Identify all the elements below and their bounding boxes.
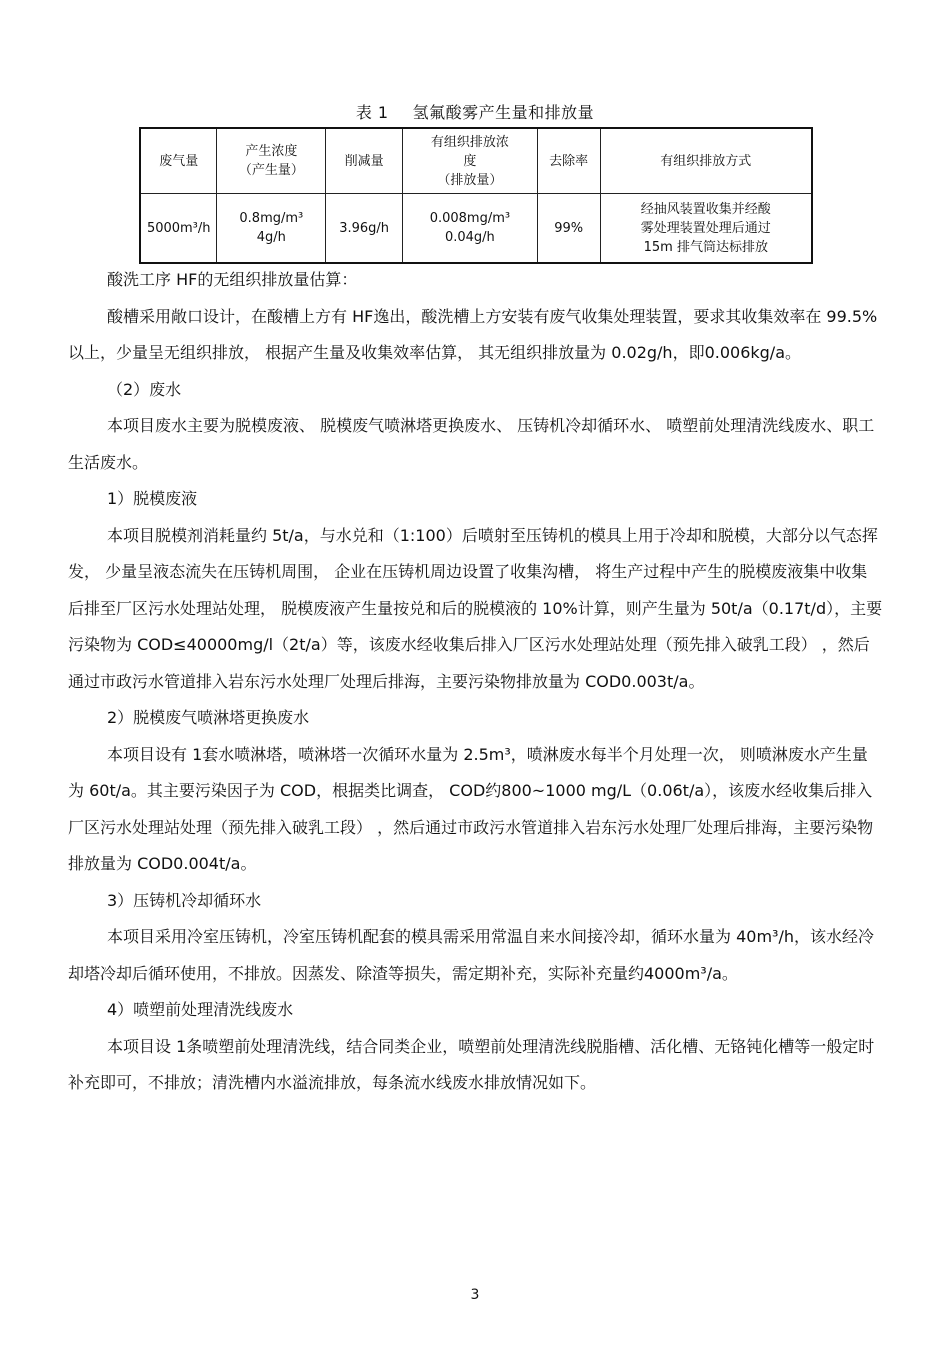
paragraph-spray-tower-wastewater: 本项目设有 1套水喷淋塔，喷淋塔一次循环水量为 2.5m³，喷淋废水每半个月处理一次， 则喷淋废水产生量为 60t/a。其主要污染因子为 COD，根据类比调查， COD约800~1000 mg/L（0.06t/a），该废水经收集后排入厂区污水处理站处理（预先排入破乳工段） ，然后通过市政污水管道排入岩东污水处理厂处理后排海，主要污染物排放量为 COD0.004t/a。	[68, 744, 874, 873]
subheading-spray-tower-wastewater: 2）脱模废气喷淋塔更换废水	[107, 708, 310, 727]
paragraph-wastewater-overview: 本项目废水主要为脱模废液、 脱模废气喷淋塔更换废水、 压铸机冷却循环水、 喷塑前处理清洗线废水、职工生活废水。	[68, 416, 875, 472]
emission-table	[139, 127, 813, 264]
table-caption	[0, 100, 950, 123]
header-cell-emission-concentration: 有组织排放浓 度 （排放量）	[403, 128, 538, 194]
paragraph-cooling-water: 本项目采用冷室压铸机，冷室压铸机配套的模具需采用常温自来水间接冷却，循环水量为 40m³/h，该水经冷却塔冷却后循环使用，不排放。因蒸发、除渣等损失，需定期补充，实际补充量约4000m³/a。	[68, 927, 874, 983]
header-cell-emission-method: 有组织排放方式	[600, 128, 812, 194]
table-header-row	[140, 128, 812, 194]
section-heading-wastewater: （2）废水	[107, 379, 182, 399]
table-caption-title: 氢氟酸雾产生量和排放量	[412, 103, 595, 122]
header-cell-reduction: 削减量	[326, 128, 403, 194]
header-cell-removal-rate: 去除率	[537, 128, 600, 194]
subheading-pretreatment-wastewater: 4）喷塑前处理清洗线废水	[107, 1000, 294, 1019]
subheading-cooling-water: 3）压铸机冷却循环水	[107, 890, 262, 910]
header-cell-exhaust-volume: 废气量	[140, 128, 217, 194]
header-cell-generated-concentration: 产生浓度 （产生量）	[217, 128, 326, 194]
cell-generated-concentration: 0.8mg/m³ 4g/h	[217, 194, 326, 264]
paragraph-pretreatment-wastewater: 本项目设 1条喷塑前处理清洗线，结合同类企业，喷塑前处理清洗线脱脂槽、活化槽、无铬钝化槽等一般定时补充即可，不排放；清洗槽内水溢流排放，每条流水线废水排放情况如下。	[68, 1036, 875, 1092]
cell-removal-rate: 99%	[537, 194, 600, 264]
subheading-release-agent-waste: 1）脱模废液	[107, 489, 198, 508]
paragraph-release-agent-waste: 本项目脱模剂消耗量约 5t/a，与水兑和（1:100）后喷射至压铸机的模具上用于冷却和脱模，大部分以气态挥发， 少量呈液态流失在压铸机周围， 企业在压铸机周边设置了收集沟槽， 将生产过程中产生的脱模废液集中收集后排至厂区污水处理站处理， 脱模废液产生量按兑和后的脱模液的 10%计算，则产生量为 50t/a（0.17t/d），主要污染物为 COD≤40000mg/l（2t/a）等，该废水经收集后排入厂区污水处理站处理（预先排入破乳工段） ，然后通过市政污水管道排入岩东污水处理厂处理后排海，主要污染物排放量为 COD0.003t/a。	[68, 525, 883, 691]
paragraph-hf-fugitive: 酸槽采用敞口设计，在酸槽上方有 HF逸出，酸洗槽上方安装有废气收集处理装置，要求其收集效率在 99.5%以上，少量呈无组织排放， 根据产生量及收集效率估算， 其无组织排放量为 0.02g/h，即0.006kg/a。	[68, 306, 878, 362]
cell-emission-method: 经抽风装置收集并经酸 雾处理装置处理后通过 15m 排气筒达标排放	[600, 194, 812, 264]
paragraph-hf-fugitive-heading: 酸洗工序 HF的无组织排放量估算：	[107, 270, 358, 289]
page-number: 3	[470, 1287, 480, 1303]
cell-exhaust-volume: 5000m³/h	[140, 194, 217, 264]
body-text	[68, 262, 883, 1102]
table-caption-number: 表 1	[355, 103, 389, 122]
table-row	[140, 194, 812, 264]
cell-emission-concentration: 0.008mg/m³ 0.04g/h	[403, 194, 538, 264]
cell-reduction: 3.96g/h	[326, 194, 403, 264]
